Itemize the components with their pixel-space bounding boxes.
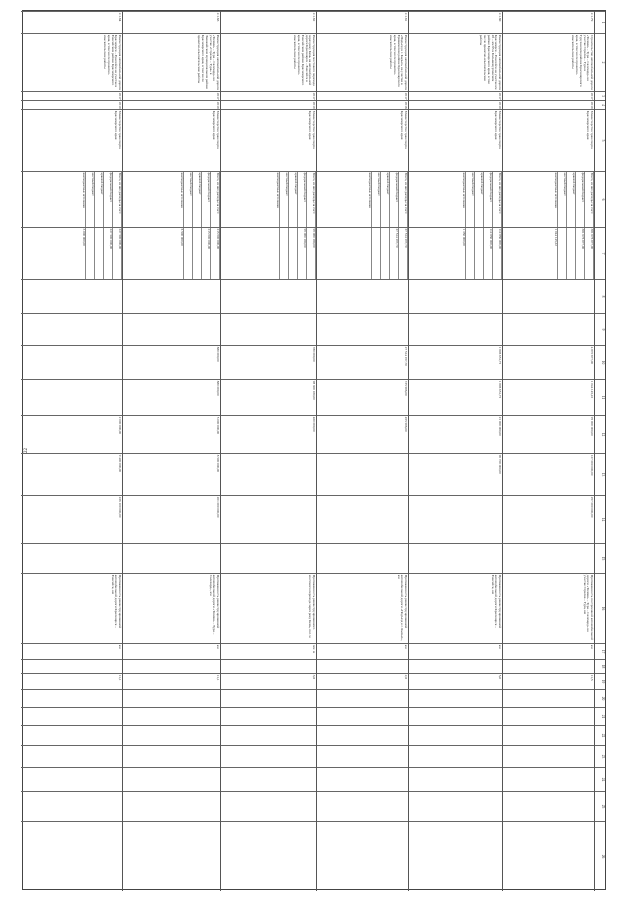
empty-cell [221, 745, 316, 767]
funding-label: федеральный бюджет [390, 172, 399, 227]
funding-source-cell [503, 171, 594, 227]
cell-name: Реконструкция автомобильной дороги Красноярск – Енисейск на участке в Енисейском районе Красноярского края, в том числе проектно-изыскательские работы [21, 33, 122, 91]
funding-value: 112 850 000,00 [493, 228, 502, 279]
cell-col13: 9 400 000,00 [21, 453, 122, 495]
cell-end: 2019 [503, 100, 594, 109]
cell-index: 2.1.84 [21, 11, 122, 33]
empty-cell [503, 791, 594, 821]
cell-col12: 2 000 000,00 [21, 415, 122, 453]
header-col-22: 22 [595, 725, 605, 745]
funding-label: Всего, из них расходы за счет: [307, 172, 316, 227]
cell-executor: Министерство транспорта Красноярского края [123, 109, 220, 171]
funding-label: внебюджетные источники [271, 172, 280, 227]
table-row [409, 11, 503, 891]
cell-target: 11,1 [123, 673, 220, 689]
funding-label: внебюджетные источники [549, 172, 558, 227]
funding-label: краевой бюджет [289, 172, 298, 227]
header-col-17: 17 [595, 643, 605, 659]
header-col-15: 15 [595, 543, 605, 573]
funding-value-cell [21, 227, 122, 279]
header-col-9: 9 [595, 313, 605, 345]
funding-value [363, 228, 372, 279]
funding-label: местный бюджет [184, 172, 193, 227]
cell-start: 2017 [123, 91, 220, 100]
empty-cell [221, 707, 316, 725]
funding-label: местный бюджет [86, 172, 95, 227]
funding-label: местный бюджет [558, 172, 567, 227]
funding-value [372, 228, 381, 279]
funding-value: 215 900 000,00 [211, 228, 220, 279]
empty-cell [21, 689, 122, 707]
header-col-19: 19 [595, 673, 605, 689]
funding-label: краевой бюджет [95, 172, 104, 227]
cell-result: Протяженность реконструированной автомобильной дороги Красноярск – Енисейск, км [21, 573, 122, 643]
funding-value: 99 080 180,00 [307, 228, 316, 279]
funding-source-cell [123, 171, 220, 227]
funding-value: 381 676 877,00 [576, 228, 585, 279]
empty-cell [409, 313, 502, 345]
cell-executor: Министерство транспорта Красноярского края [317, 109, 408, 171]
funding-label: Всего, из них расходы за счет: [211, 172, 220, 227]
cell-target: 11,1 [21, 673, 122, 689]
empty-cell [317, 767, 408, 791]
cell-col11: 880 000,00 [123, 379, 220, 415]
cell-units: км [409, 643, 502, 659]
empty-cell [409, 689, 502, 707]
cell-units: пог. м [221, 643, 316, 659]
cell-name: Реконструкция автомобильной дороги Красноярск – Енисейск на участке км 45 – км 65 в Большемуртинском районе Красноярского края, в том числе проектно-изыскательские работы [409, 33, 502, 91]
table-row [221, 11, 317, 891]
table-header-row [595, 11, 605, 891]
empty-cell [317, 689, 408, 707]
funding-value: 27 514 197,70 [390, 228, 399, 279]
funding-label: Всего, из них расходы за счет: [113, 172, 122, 227]
empty-cell [123, 791, 220, 821]
funding-value: 99 080 180,00 [298, 228, 307, 279]
funding-value-cell [123, 227, 220, 279]
cell-units: км [123, 643, 220, 659]
header-col-21: 21 [595, 707, 605, 725]
cell-index: 2.1.81 [317, 11, 408, 33]
empty-cell [317, 821, 408, 891]
empty-cell [317, 313, 408, 345]
cell-col14: 226 100 000,00 [21, 495, 122, 543]
empty-cell [221, 279, 316, 313]
empty-cell [503, 821, 594, 891]
header-col-24: 24 [595, 767, 605, 791]
cell-index: 2.1.80 [409, 11, 502, 33]
cell-col11 [21, 379, 122, 415]
funding-label: Всего, из них расходы за счет: [493, 172, 502, 227]
cell-col13: 127 000 000,00 [503, 453, 594, 495]
empty-cell [409, 791, 502, 821]
cell-end: 2018 [317, 100, 408, 109]
funding-label: местный бюджет [466, 172, 475, 227]
cell-index: 2.1.83 [123, 11, 220, 33]
header-col-14: 14 [595, 495, 605, 543]
empty-cell [503, 543, 594, 573]
funding-value: 112 850 000,00 [484, 228, 493, 279]
cell-col12: 495 906,00 [317, 415, 408, 453]
header-col-23: 23 [595, 745, 605, 767]
funding-value: 237 500 000,00 [104, 228, 113, 279]
table-row [317, 11, 409, 891]
cell-units: км [317, 643, 408, 659]
empty-cell [221, 689, 316, 707]
empty-cell [123, 659, 220, 673]
header-col-18: 18 [595, 659, 605, 673]
empty-cell [409, 543, 502, 573]
funding-source-cell [317, 171, 408, 227]
page-number: 22 [24, 448, 29, 453]
funding-value: 381 676 877,00 [585, 228, 594, 279]
empty-cell [123, 707, 220, 725]
cell-target: 2,8 [317, 673, 408, 689]
funding-label: Всего, из них расходы за счет: [585, 172, 594, 227]
funding-value [289, 228, 298, 279]
funding-value-cell [221, 227, 316, 279]
funding-value [184, 228, 193, 279]
empty-cell [409, 745, 502, 767]
funding-label: внебюджетные источники [457, 172, 466, 227]
funding-source-cell [409, 171, 502, 227]
empty-cell [221, 313, 316, 345]
cell-col11: 1 806 651,75 [409, 379, 502, 415]
cell-name: Реконструкция автомобильной дороги «Подъезд к г. Кызыл» на участке в Ермаковском районе Красноярского края, в том числе проектно-изыскательские работы [317, 33, 408, 91]
empty-cell [123, 767, 220, 791]
header-col-3: 3 [595, 91, 605, 100]
cell-end: 2019 [409, 100, 502, 109]
header-col-2: 2 [595, 33, 605, 91]
cell-units: км [21, 643, 122, 659]
cell-result: Протяженность построенной автомобильной дороги «Тюмень – Тура – Салехард» на участке Стрелка – Тура, км [503, 573, 594, 643]
empty-cell [21, 279, 122, 313]
funding-value: 215 900 000,00 [202, 228, 211, 279]
funding-value [86, 228, 95, 279]
empty-cell [409, 767, 502, 791]
empty-cell [21, 791, 122, 821]
funding-label: Всего, из них расходы за счет: [399, 172, 408, 227]
empty-cell [503, 767, 594, 791]
cell-result: Протяженность реконструированной автомобильной дороги «Тюмень – Тура – Салехард», км [123, 573, 220, 643]
empty-cell [503, 707, 594, 725]
empty-cell [221, 821, 316, 891]
funding-label: местный бюджет [372, 172, 381, 227]
cell-col11: 1 044 145,22 [503, 379, 594, 415]
empty-cell [409, 821, 502, 891]
empty-cell [317, 279, 408, 313]
cell-col11: 735 906,00 [317, 379, 408, 415]
header-col-12: 12 [595, 415, 605, 453]
cell-col13: 8 500 000,00 [123, 453, 220, 495]
empty-cell [21, 659, 122, 673]
cell-col10: 1 806 651,75 [409, 345, 502, 379]
cell-col13: 90 700 000,00 [409, 453, 502, 495]
empty-cell [409, 725, 502, 745]
table-row [123, 11, 221, 891]
empty-cell [503, 689, 594, 707]
funding-value [558, 228, 567, 279]
cell-col13 [317, 453, 408, 495]
empty-cell [21, 725, 122, 745]
cell-col10: 4 870 877,00 [503, 345, 594, 379]
cell-start: 2017 [221, 91, 316, 100]
funding-label: местный бюджет [280, 172, 289, 227]
cell-col14: 297 000 000,00 [503, 495, 594, 543]
funding-value [280, 228, 289, 279]
funding-value [271, 228, 280, 279]
cell-result: Протяженность реконструированного мостового перехода через реку Кемь, пог. м [221, 573, 316, 643]
funding-label: внебюджетные источники [363, 172, 372, 227]
empty-cell [123, 689, 220, 707]
header-col-20: 20 [595, 689, 605, 707]
header-col-11: 11 [595, 379, 605, 415]
header-col-16: 16 [595, 573, 605, 643]
cell-target: 5,0 [409, 673, 502, 689]
empty-cell [123, 543, 220, 573]
cell-col10: 780 000,00 [221, 345, 316, 379]
empty-cell [123, 279, 220, 313]
empty-cell [21, 313, 122, 345]
cell-target: 3,8 [221, 673, 316, 689]
cell-executor: Министерство транспорта Красноярского края [221, 109, 316, 171]
empty-cell [123, 725, 220, 745]
cell-end: 2019 [221, 100, 316, 109]
cell-executor: Министерство транспорта Красноярского края [503, 109, 594, 171]
cell-start: 2017 [409, 91, 502, 100]
cell-col14 [317, 495, 408, 543]
cell-executor: Министерство транспорта Красноярского края [409, 109, 502, 171]
header-col-8: 8 [595, 279, 605, 313]
empty-cell [21, 543, 122, 573]
empty-cell [123, 745, 220, 767]
funding-value-cell [317, 227, 408, 279]
funding-value [95, 228, 104, 279]
cell-col12: 95 000 000,00 [503, 415, 594, 453]
funding-label: краевой бюджет [567, 172, 576, 227]
cell-result: Протяженность реконструированной автомобильной дороги «Подъезд к г. Кызыл», км [317, 573, 408, 643]
header-col-10: 10 [595, 345, 605, 379]
funding-value [475, 228, 484, 279]
empty-cell [409, 279, 502, 313]
empty-cell [503, 659, 594, 673]
table-row [503, 11, 595, 891]
cell-name: Реконструкция автомобильной дороги «Тюмень – Тура – Салехард» на участке «Стрелка – Тура» в Эвенкийском муниципальном районе Красноярского края, в том числе проектно-изыскательские работы [123, 33, 220, 91]
empty-cell [221, 659, 316, 673]
empty-cell [317, 725, 408, 745]
cell-col10: 27 514 197,70 [317, 345, 408, 379]
cell-executor: Министерство транспорта Красноярского края [21, 109, 122, 171]
empty-cell [503, 745, 594, 767]
funding-value: 237 500 000,00 [113, 228, 122, 279]
funding-label: федеральный бюджет [202, 172, 211, 227]
empty-cell [21, 767, 122, 791]
cell-col12: 5 000 000,00 [123, 415, 220, 453]
funding-label: федеральный бюджет [484, 172, 493, 227]
empty-cell [409, 659, 502, 673]
header-col-13: 13 [595, 453, 605, 495]
cell-col14 [409, 495, 502, 543]
cell-col10: 880 000,00 [123, 345, 220, 379]
cell-target: 11,5 [503, 673, 594, 689]
funding-value-cell [409, 227, 502, 279]
empty-cell [317, 791, 408, 821]
cell-col12: 21 000 000,00 [409, 415, 502, 453]
empty-cell [221, 543, 316, 573]
empty-cell [123, 313, 220, 345]
funding-value [193, 228, 202, 279]
empty-cell [503, 725, 594, 745]
cell-index: 2.1.82 [221, 11, 316, 33]
cell-units: км [503, 643, 594, 659]
empty-cell [21, 707, 122, 725]
empty-cell [317, 659, 408, 673]
empty-cell [221, 791, 316, 821]
funding-value [567, 228, 576, 279]
cell-col11: 98 300 180,00 [221, 379, 316, 415]
cell-end: 2019 [21, 100, 122, 109]
funding-source-cell [21, 171, 122, 227]
cell-col10 [21, 345, 122, 379]
funding-label: федеральный бюджет [298, 172, 307, 227]
funding-value: 27 514 197,70 [399, 228, 408, 279]
empty-cell [317, 543, 408, 573]
cell-name: Строительство автомобильной дороги «Тюмень – Тура – Салехард» на участке Стрелка – Тура в Туруханском районе Красноярского края, в том числе проектно-изыскательские работы [503, 33, 594, 91]
empty-cell [21, 821, 122, 891]
cell-col13 [221, 453, 316, 495]
header-col-26: 26 [595, 821, 605, 891]
cell-name: Реконструкция мостового перехода через реку Кемь на автомобильной дороге Красноярск – Енисейск в Енисейском районе Красноярского края, в том числе проектно-изыскательские работы [221, 33, 316, 91]
funding-value: 6 500 000,00 [175, 228, 184, 279]
header-col-7: 7 [595, 227, 605, 279]
funding-value [466, 228, 475, 279]
budget-table [22, 10, 606, 890]
cell-start: 2017 [317, 91, 408, 100]
funding-value [381, 228, 390, 279]
empty-cell [221, 767, 316, 791]
empty-cell [123, 821, 220, 891]
funding-source-cell [221, 171, 316, 227]
funding-label: федеральный бюджет [104, 172, 113, 227]
header-col-1: 1 [595, 11, 605, 33]
empty-cell [21, 745, 122, 767]
header-col-4: 4 [595, 100, 605, 109]
cell-index: 2.1.79 [503, 11, 594, 33]
cell-end: 2019 [123, 100, 220, 109]
funding-value: 1 350 000,00 [457, 228, 466, 279]
funding-label: внебюджетные источники [175, 172, 184, 227]
header-col-6: 6 [595, 171, 605, 227]
empty-cell [317, 707, 408, 725]
empty-cell [221, 725, 316, 745]
funding-label: краевой бюджет [475, 172, 484, 227]
cell-col14: 201 000 000,00 [123, 495, 220, 543]
cell-result: Протяженность реконструированной автомобильной дороги Красноярск – Енисейск, км [409, 573, 502, 643]
funding-value-cell [503, 227, 594, 279]
empty-cell [409, 707, 502, 725]
cell-col14 [221, 495, 316, 543]
funding-label: федеральный бюджет [576, 172, 585, 227]
empty-cell [503, 313, 594, 345]
cell-col12: 460 000,00 [221, 415, 316, 453]
cell-start: 2017 [503, 91, 594, 100]
funding-value: 3 000 000,00 [77, 228, 86, 279]
funding-label: краевой бюджет [193, 172, 202, 227]
table-row [21, 11, 123, 891]
empty-cell [317, 745, 408, 767]
funding-value: 1 044 145,22 [549, 228, 558, 279]
cell-start: 2017 [21, 91, 122, 100]
header-col-5: 5 [595, 109, 605, 171]
funding-label: внебюджетные источники [77, 172, 86, 227]
empty-cell [503, 279, 594, 313]
funding-label: краевой бюджет [381, 172, 390, 227]
header-col-25: 25 [595, 791, 605, 821]
